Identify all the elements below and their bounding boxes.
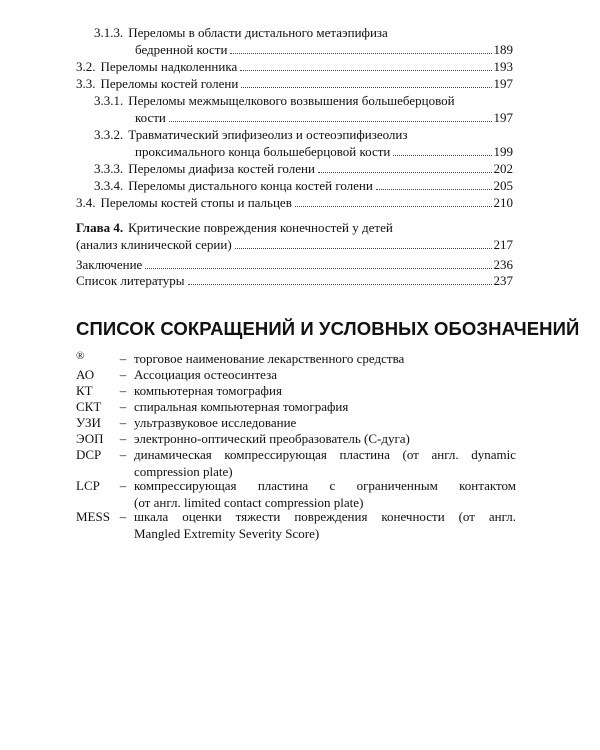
- abbreviation-definition: [130, 398, 516, 415]
- abbreviation-item: [76, 446, 516, 480]
- toc-entry[interactable]: [94, 177, 513, 194]
- toc-entry-title: Переломы дистального конца костей голени: [128, 178, 373, 193]
- definition-line: спиральная компьютерная томография: [134, 399, 349, 414]
- toc-leader-dots: [230, 53, 491, 54]
- definition-line: шкала оценки тяжести повреждения конечности (от англ.: [134, 509, 516, 524]
- registered-symbol: ®: [76, 350, 85, 362]
- toc-entry[interactable]: [94, 160, 513, 177]
- toc-page-number: 217: [493, 237, 513, 252]
- toc-entry-number: 3.2.: [76, 59, 96, 74]
- abbreviation-dash: –: [119, 447, 127, 462]
- toc-entry[interactable]: [94, 92, 513, 126]
- toc-leader-dots: [169, 121, 492, 122]
- abbreviation-dash: –: [119, 415, 127, 430]
- abbreviation-item: [76, 508, 516, 542]
- toc-entry-title: Переломы межмыщелкового возвышения большеберцовой: [128, 93, 455, 108]
- definition-line: компьютерная томография: [134, 383, 282, 398]
- abbreviation-dash: –: [119, 367, 127, 382]
- toc-entry-title-continued: (анализ клинической серии): [76, 237, 232, 252]
- definition-line: Mangled Extremity Severity Score): [134, 526, 320, 541]
- toc-leader-dots: [145, 268, 491, 269]
- toc-entry-title-continued: бедренной кости: [135, 42, 228, 57]
- abbreviation-term: АО: [76, 367, 95, 382]
- definition-line: компрессирующая пластина с ограниченным контактом: [134, 478, 516, 493]
- abbreviation-dash: –: [119, 478, 127, 493]
- toc-entry-title: Критические повреждения конечностей у детей: [128, 220, 393, 235]
- abbreviation-definition: [130, 382, 516, 399]
- definition-line: ультразвуковое исследование: [134, 415, 297, 430]
- abbreviation-term: MESS: [76, 509, 110, 524]
- toc-leader-dots: [376, 189, 492, 190]
- toc-entry-number: 3.3.2.: [94, 127, 124, 142]
- toc-entry-number: 3.3.: [76, 76, 96, 91]
- toc-entry-title: Травматический эпифизеолиз и остеоэпифизеолиз: [128, 127, 408, 142]
- toc-leader-dots: [240, 70, 491, 71]
- toc-entry[interactable]: [76, 75, 513, 92]
- abbreviation-definition: [130, 430, 516, 447]
- toc-entry-title: Список литературы: [76, 273, 185, 288]
- toc-entry-title: Переломы в области дистального метаэпифиза: [128, 25, 388, 40]
- toc-entry[interactable]: [76, 194, 513, 211]
- toc-page-number: 205: [493, 178, 513, 193]
- toc-page-number: 193: [493, 59, 513, 74]
- toc-leader-dots: [295, 206, 492, 207]
- abbreviation-item: [76, 382, 516, 399]
- toc-entry[interactable]: [94, 126, 513, 160]
- toc-leader-dots: [241, 87, 491, 88]
- toc-page-number: 210: [493, 195, 513, 210]
- toc-entry[interactable]: [94, 24, 513, 58]
- toc-leader-dots: [393, 155, 491, 156]
- toc-entry[interactable]: [76, 58, 513, 75]
- abbreviation-term: УЗИ: [76, 415, 101, 430]
- abbreviation-item: [76, 430, 516, 447]
- abbreviation-term: КТ: [76, 383, 93, 398]
- toc-entry-number: 3.4.: [76, 195, 96, 210]
- abbreviation-term: СКТ: [76, 399, 102, 414]
- abbreviation-definition: [130, 446, 516, 480]
- abbreviation-definition: [130, 477, 516, 511]
- abbreviation-item: [76, 398, 516, 415]
- definition-line: электронно-оптический преобразователь (С-дуга): [134, 431, 410, 446]
- definition-line: compression plate): [134, 464, 233, 479]
- abbreviation-dash: –: [119, 431, 127, 446]
- toc-chapter-number: Глава 4.: [76, 220, 124, 235]
- abbreviation-term: DCP: [76, 447, 102, 462]
- toc-page-number: 197: [493, 76, 513, 91]
- abbreviation-dash: –: [119, 509, 127, 524]
- toc-entry[interactable]: [76, 272, 513, 289]
- definition-line: (от англ. limited contact compression plate): [134, 495, 364, 510]
- toc-entry-chapter[interactable]: [76, 219, 513, 253]
- abbreviation-item: [76, 366, 516, 383]
- toc-leader-dots: [188, 284, 492, 285]
- toc-leader-dots: [318, 172, 492, 173]
- abbreviations-heading: СПИСОК СОКРАЩЕНИЙ И УСЛОВНЫХ ОБОЗНАЧЕНИЙ: [76, 318, 580, 339]
- abbreviation-term: ЭОП: [76, 431, 104, 446]
- definition-line: динамическая компрессирующая пластина (от англ. dynamic: [134, 447, 516, 462]
- toc-page-number: 197: [493, 110, 513, 125]
- abbreviation-definition: [130, 366, 516, 383]
- definition-line: торговое наименование лекарственного средства: [134, 351, 405, 366]
- toc-entry-title: Переломы костей голени: [100, 76, 239, 91]
- toc-entry-number: 3.3.1.: [94, 93, 124, 108]
- toc-page-number: 189: [493, 42, 513, 57]
- toc-entry-title-continued: проксимального конца большеберцовой кости: [135, 144, 391, 159]
- abbreviation-item: [76, 414, 516, 431]
- toc-entry-number: 3.3.3.: [94, 161, 124, 176]
- toc-entry[interactable]: [76, 256, 513, 273]
- abbreviation-dash: –: [119, 383, 127, 398]
- toc-page-number: 236: [493, 257, 513, 272]
- toc-page-number: 199: [493, 144, 513, 159]
- toc-entry-title: Переломы диафиза костей голени: [128, 161, 315, 176]
- definition-line: Ассоциация остеосинтеза: [134, 367, 277, 382]
- toc-entry-title: Переломы надколенника: [100, 59, 238, 74]
- toc-entry-title: Заключение: [76, 257, 143, 272]
- toc-entry-number: 3.3.4.: [94, 178, 124, 193]
- toc-page-number: 237: [493, 273, 513, 288]
- abbreviation-dash: –: [119, 351, 127, 366]
- toc-page-number: 202: [493, 161, 513, 176]
- toc-leader-dots: [235, 248, 492, 249]
- abbreviation-term: LCP: [76, 478, 100, 493]
- abbreviation-item: [76, 477, 516, 511]
- abbreviation-definition: [130, 414, 516, 431]
- toc-entry-number: 3.1.3.: [94, 25, 124, 40]
- abbreviation-definition: [130, 508, 516, 542]
- toc-entry-title-continued: кости: [135, 110, 166, 125]
- abbreviation-dash: –: [119, 399, 127, 414]
- toc-entry-title: Переломы костей стопы и пальцев: [100, 195, 292, 210]
